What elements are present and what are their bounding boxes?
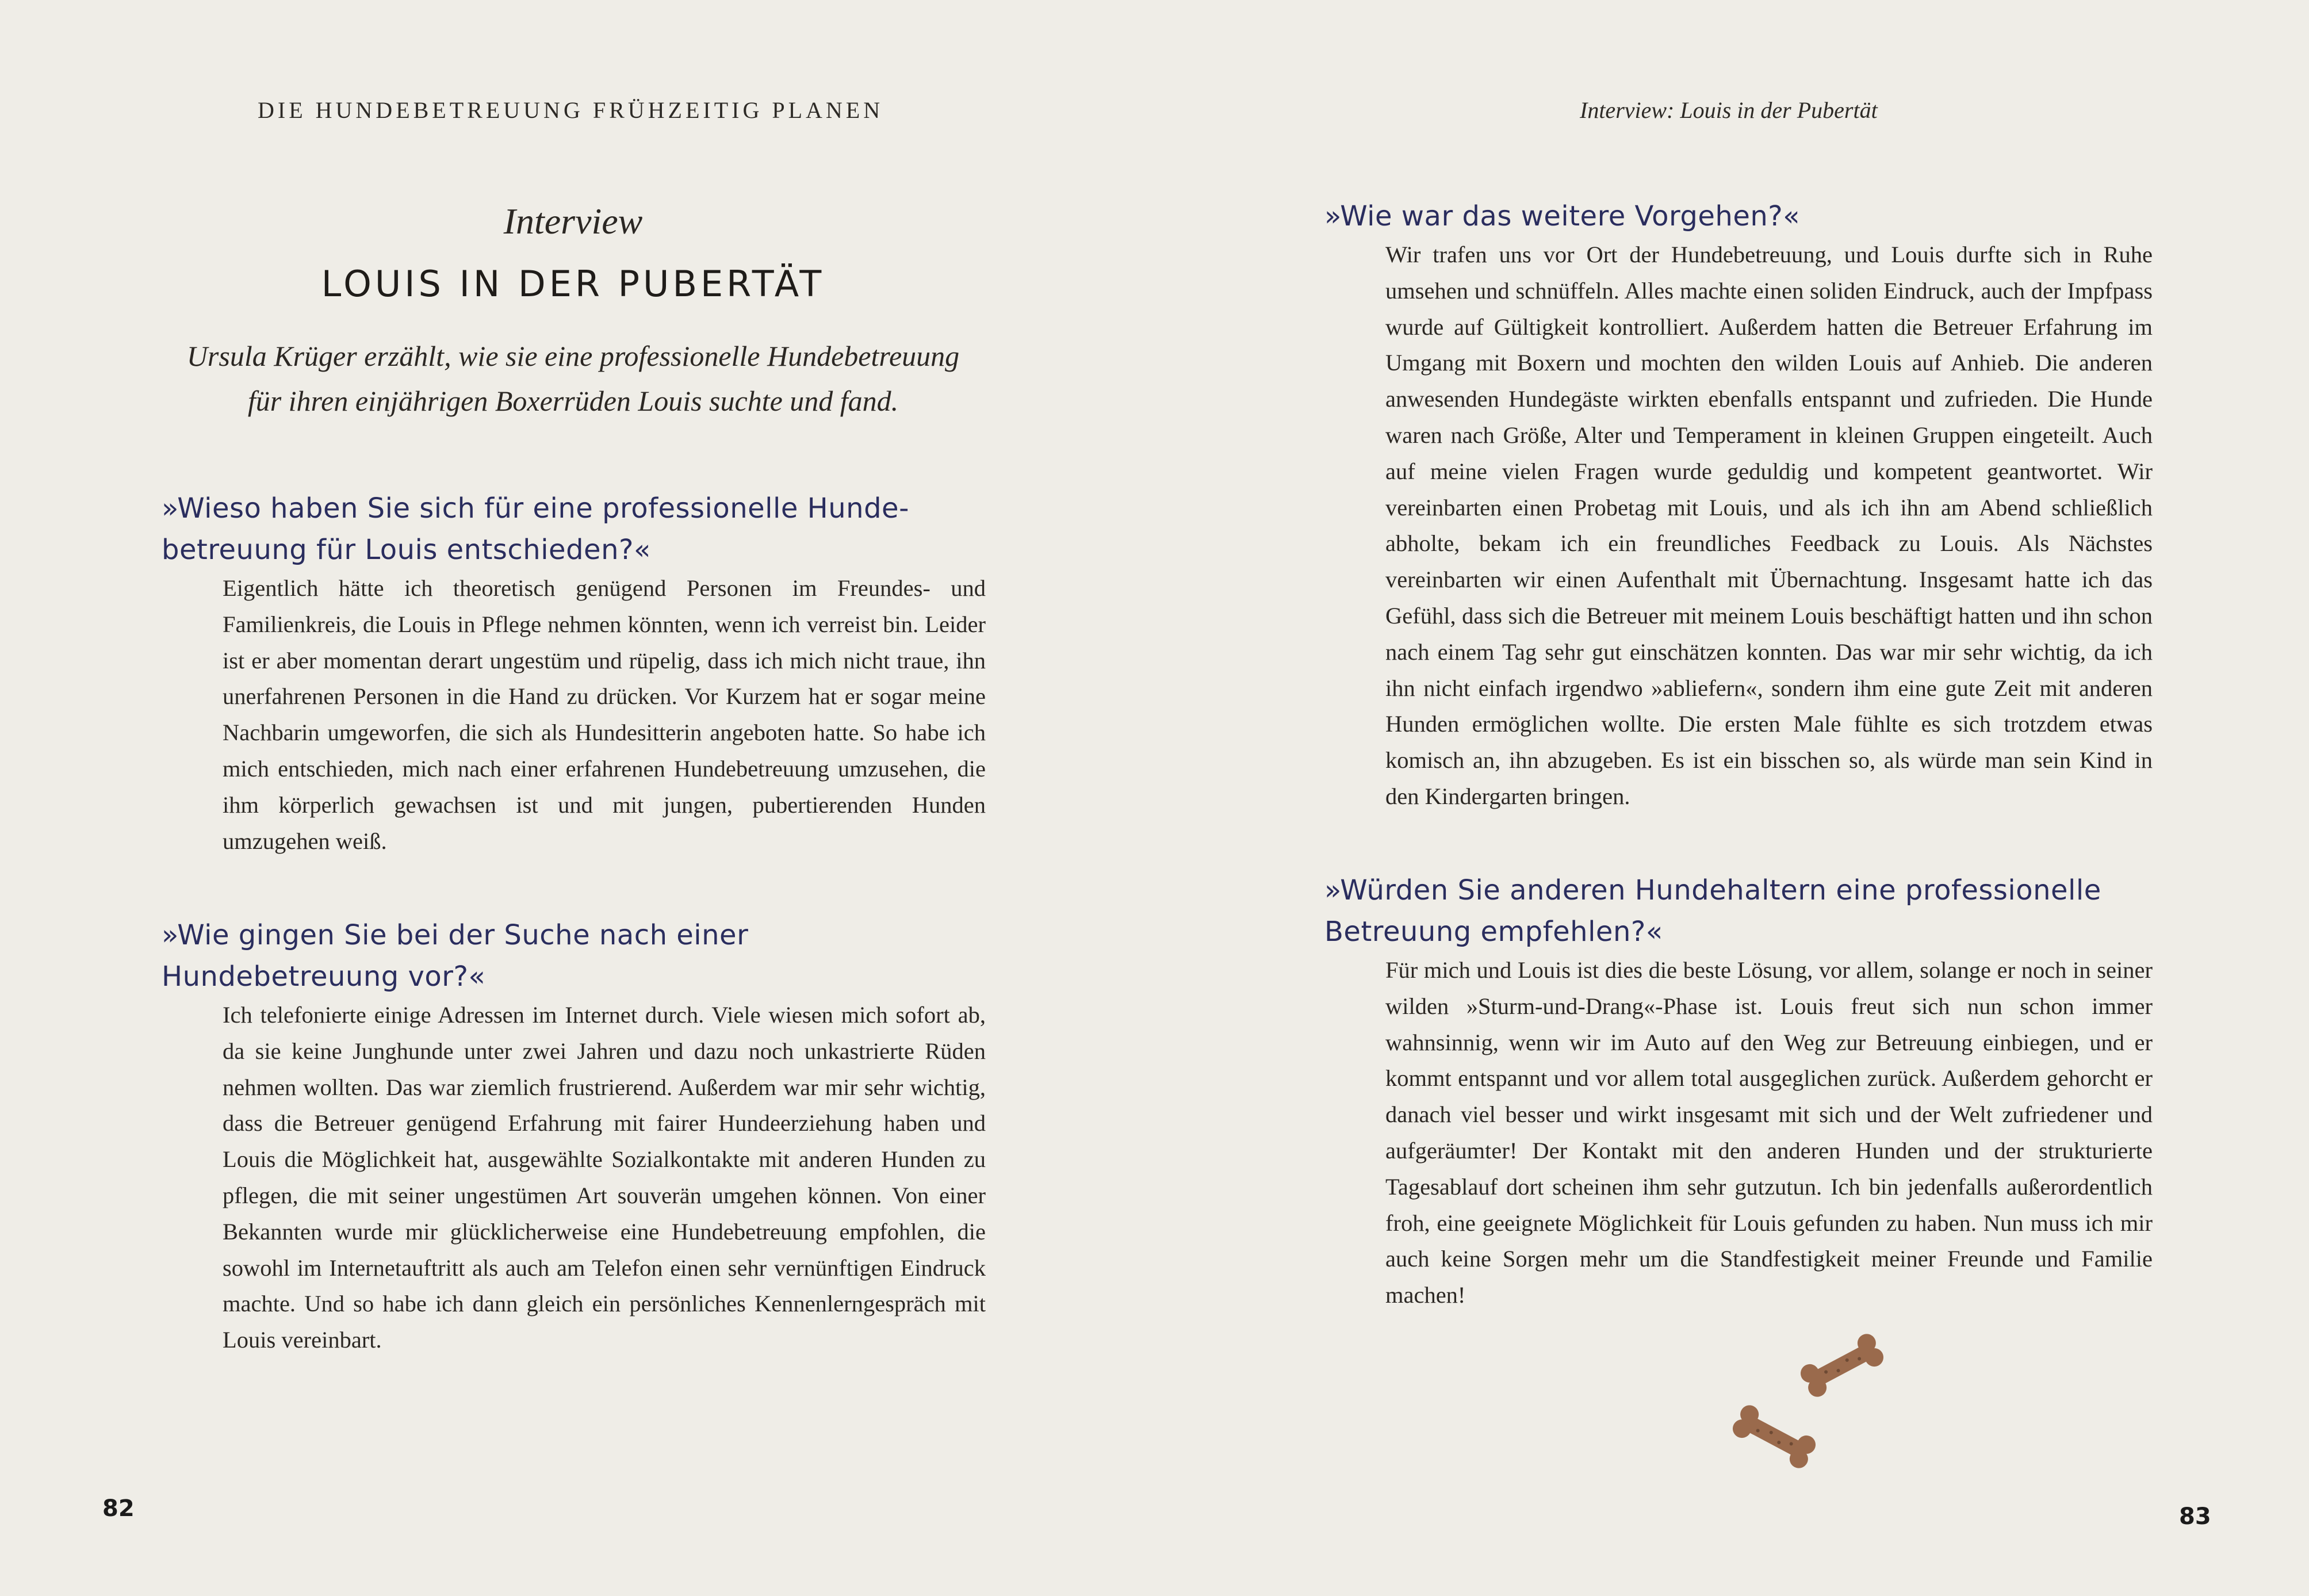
answer-3: Wir trafen uns vor Ort der Hundebetreuung, und Louis durfte sich in Ruhe umsehen und schnüffeln. Alles machte einen soliden Eindruck, auch der Impfpass wurde auf Gültigkeit kontrolliert. Außerdem hatten die Betreuer Erfahrung im Umgang mit Boxern und mochten den wilden Louis auf Anhieb. Die anderen anwesenden Hundegäste wirkten ebenfalls entspannt und zufrieden. Die Hunde waren nach Größe, Alter und Temperament in kleinen Gruppen eingeteilt. Auch auf meine vielen Fragen wurde geduldig und kompetent geantwortet. Wir vereinbarten einen Probetag mit Louis, und als ich ihn am Abend schließlich abholte, bekam ich ein freundliches Feedback zu Louis. Als Nächstes vereinbarten wir einen Aufenthalt mit Übernachtung. Insgesamt hatte ich das Gefühl, dass sich die Betreuer mit meinem Louis beschäftigt hatten und ihn schon nach einem Tag sehr gut einschätzen konnten. Das war mir sehr wichtig, da ich ihn nicht einfach irgendwo »abliefern«, sondern ihm eine gute Zeit mit anderen Hunden ermöglichen wollte. Die ersten Male fühlte es sich trotzdem etwas komisch an, ihn abzugeben. Es ist ein bisschen so, als würde man sein Kind in den Kindergarten bringen. [1385, 242, 2153, 809]
dog-bones-illustration [1724, 1329, 1913, 1478]
question-1 [162, 488, 986, 571]
question-4-line-2: Betreuung empfehlen?« [1324, 916, 1663, 948]
answer-2: Ich telefonierte einige Adressen im Internet durch. Viele wiesen mich sofort ab, da sie keine Junghunde unter zwei Jahren und dazu noch unkastrierte Rüden nehmen wollten. Das war ziemlich frustrierend. Außerdem war mir sehr wichtig, dass die Betreuer genügend Erfahrung mit fairer Hundeerziehung haben und Louis die Möglichkeit hat, ausgewählte Sozialkontakte mit anderen Hunden zu pflegen, die mit seiner ungestümen Art souverän umgehen können. Von einer Bekannten wurde mir glücklicherweise eine Hundebetreuung empfohlen, die sowohl im Internetauftritt als auch am Telefon einen sehr vernünftigen Eindruck machte. Und so habe ich dann gleich ein persönliches Kennenlerngespräch mit Louis vereinbart. [223, 1002, 986, 1353]
intro-line-1: Ursula Krüger erzählt, wie sie eine professionelle Hundebetreuung [186, 340, 960, 372]
right-page [1154, 0, 2309, 1596]
running-head-left: DIE HUNDEBETREUUNG FRÜHZEITIG PLANEN [258, 97, 884, 123]
qa-block-1 [162, 488, 986, 859]
question-1-line-1: »Wieso haben Sie sich für eine professionelle Hunde- [162, 492, 909, 525]
left-page [0, 0, 1154, 1596]
question-3: »Wie war das weitere Vorgehen?« [1324, 200, 1801, 232]
article-title: LOUIS IN DER PUBERTÄT [321, 263, 825, 305]
question-1-line-2: betreuung für Louis entschieden?« [162, 534, 651, 566]
question-4 [1324, 870, 2153, 952]
qa-block-4 [1324, 870, 2153, 1314]
running-head-right: Interview: Louis in der Pubertät [1580, 97, 1878, 123]
answer-4: Für mich und Louis ist dies die beste Lösung, vor allem, solange er noch in seiner wilden »Sturm-und-Drang«-Phase ist. Louis freut sich nun schon immer wahnsinnig, wenn wir im Auto auf den Weg zur Betreuung einbiegen, und er kommt entspannt und vor allem total ausgeglichen zurück. Außerdem gehorcht er danach viel besser und wirkt insgesamt mit sich und der Welt zufriedener und aufgeräumter! Der Kontakt mit den anderen Hunden und der strukturierte Tagesablauf dort scheinen ihm sehr gutzutun. Ich bin jedenfalls außerordentlich froh, eine geeignete Möglichkeit für Louis gefunden zu haben. Nun muss ich mir auch keine Sorgen mehr um die Standfestigkeit meiner Freunde und Familie machen! [1385, 957, 2153, 1308]
question-2-line-2: Hundebetreuung vor?« [162, 960, 486, 993]
qa-block-3 [1324, 196, 2153, 815]
page-number-left: 82 [102, 1495, 135, 1522]
interview-kicker: Interview [503, 201, 643, 242]
question-2 [162, 914, 986, 997]
answer-1: Eigentlich hätte ich theoretisch genügend Personen im Freundes- und Familienkreis, die Louis in Pflege nehmen könnten, wenn ich verreist bin. Leider ist er aber momentan derart ungestüm und rüpelig, dass ich mich nicht traue, ihn unerfahrenen Personen in die Hand zu drücken. Vor Kurzem hat er sogar meine Nachbarin umgeworfen, die sich als Hundesitterin angeboten hatte. So habe ich mich entschieden, mich nach einer erfahrenen Hundebetreuung umzusehen, die ihm körperlich gewachsen ist und mit jungen, pubertierenden Hunden umzugehen weiß. [223, 575, 986, 854]
question-2-line-1: »Wie gingen Sie bei der Suche nach einer [162, 919, 749, 951]
intro-text [161, 334, 985, 423]
question-4-line-1: »Würden Sie anderen Hundehaltern eine professionelle [1324, 874, 2101, 906]
qa-block-2 [162, 914, 986, 1358]
dog-bone-icon [1797, 1331, 1886, 1400]
dog-bone-icon [1729, 1402, 1818, 1472]
intro-line-2: für ihren einjährigen Boxerrüden Louis suchte und fand. [247, 385, 899, 417]
title-block [161, 196, 985, 423]
page-number-right: 83 [2179, 1503, 2211, 1530]
